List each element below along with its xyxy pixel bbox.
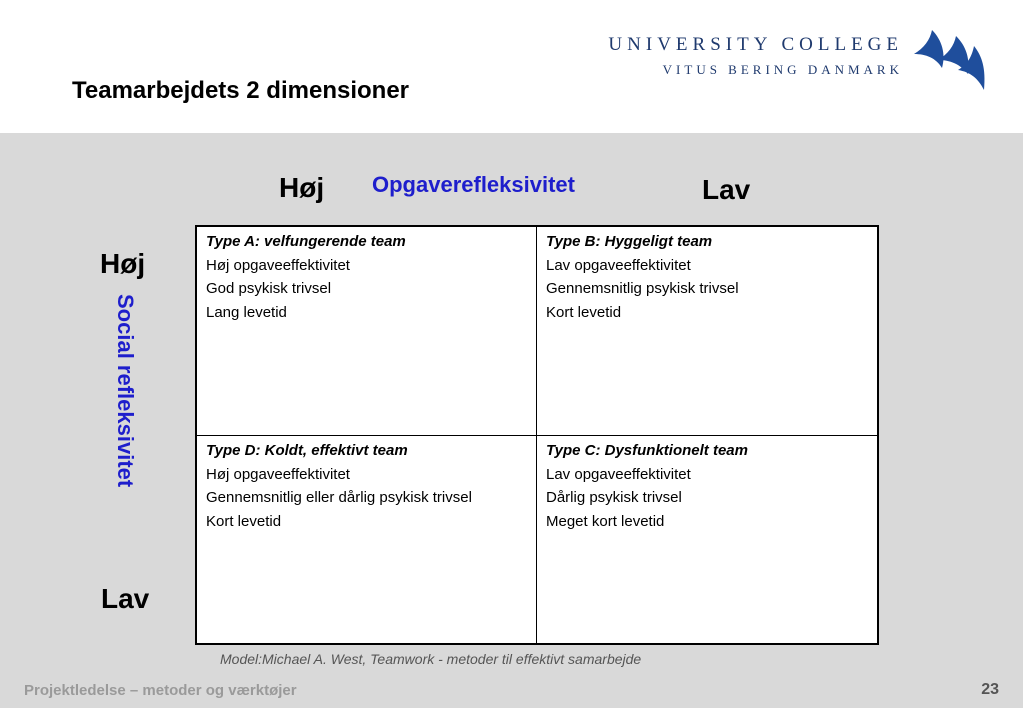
vertical-high-label: Høj bbox=[100, 248, 146, 279]
page-number: 23 bbox=[981, 681, 999, 698]
vertical-axis-label: Social refleksivitet bbox=[113, 294, 138, 488]
quadrant-line: Gennemsnitlig psykisk trivsel bbox=[546, 280, 739, 297]
quadrant-title: Type B: Hyggeligt team bbox=[546, 233, 713, 250]
horizontal-high-label: Høj bbox=[279, 172, 325, 203]
brand-wordmark bbox=[608, 34, 903, 78]
model-caption: Model:Michael A. West, Teamwork - metoder til effektivt samarbejde bbox=[220, 651, 642, 667]
quadrant-type-c bbox=[537, 436, 877, 643]
quadrant-type-b bbox=[537, 227, 877, 436]
quadrant-line: Høj opgaveeffektivitet bbox=[206, 256, 350, 274]
quadrant-line: Lav opgaveeffektivitet bbox=[546, 256, 691, 274]
quadrant-line: Dårlig psykisk trivsel bbox=[546, 489, 682, 506]
quadrant-line: Kort levetid bbox=[546, 303, 622, 321]
quadrant-line: Høj opgaveeffektivitet bbox=[206, 465, 350, 483]
horizontal-axis-label: Opgaverefleksivitet bbox=[372, 172, 575, 197]
quadrant-line: Meget kort levetid bbox=[546, 512, 665, 530]
vertical-low-label: Lav bbox=[101, 583, 150, 614]
quadrant-type-a bbox=[197, 227, 537, 436]
team-matrix bbox=[195, 225, 879, 645]
quadrant-line: Kort levetid bbox=[206, 512, 282, 530]
footer-course-title: Projektledelse – metoder og værktøjer bbox=[24, 682, 297, 699]
sails-logo-icon bbox=[912, 28, 988, 96]
quadrant-line: Lang levetid bbox=[206, 303, 287, 321]
slide-title: Teamarbejdets 2 dimensioner bbox=[72, 77, 410, 104]
quadrant-title: Type C: Dysfunktionelt team bbox=[546, 442, 748, 459]
quadrant-line: Lav opgaveeffektivitet bbox=[546, 465, 691, 483]
brand-line-vitus-bering: VITUS BERING DANMARK bbox=[662, 62, 903, 77]
quadrant-title: Type D: Koldt, effektivt team bbox=[206, 442, 408, 459]
quadrant-type-d bbox=[197, 436, 537, 643]
brand-line-university: UNIVERSITY COLLEGE bbox=[608, 34, 903, 55]
horizontal-low-label: Lav bbox=[702, 174, 751, 205]
quadrant-title: Type A: velfungerende team bbox=[206, 233, 406, 250]
quadrant-line: Gennemsnitlig eller dårlig psykisk trivsel bbox=[206, 489, 472, 506]
quadrant-line: God psykisk trivsel bbox=[206, 280, 332, 297]
